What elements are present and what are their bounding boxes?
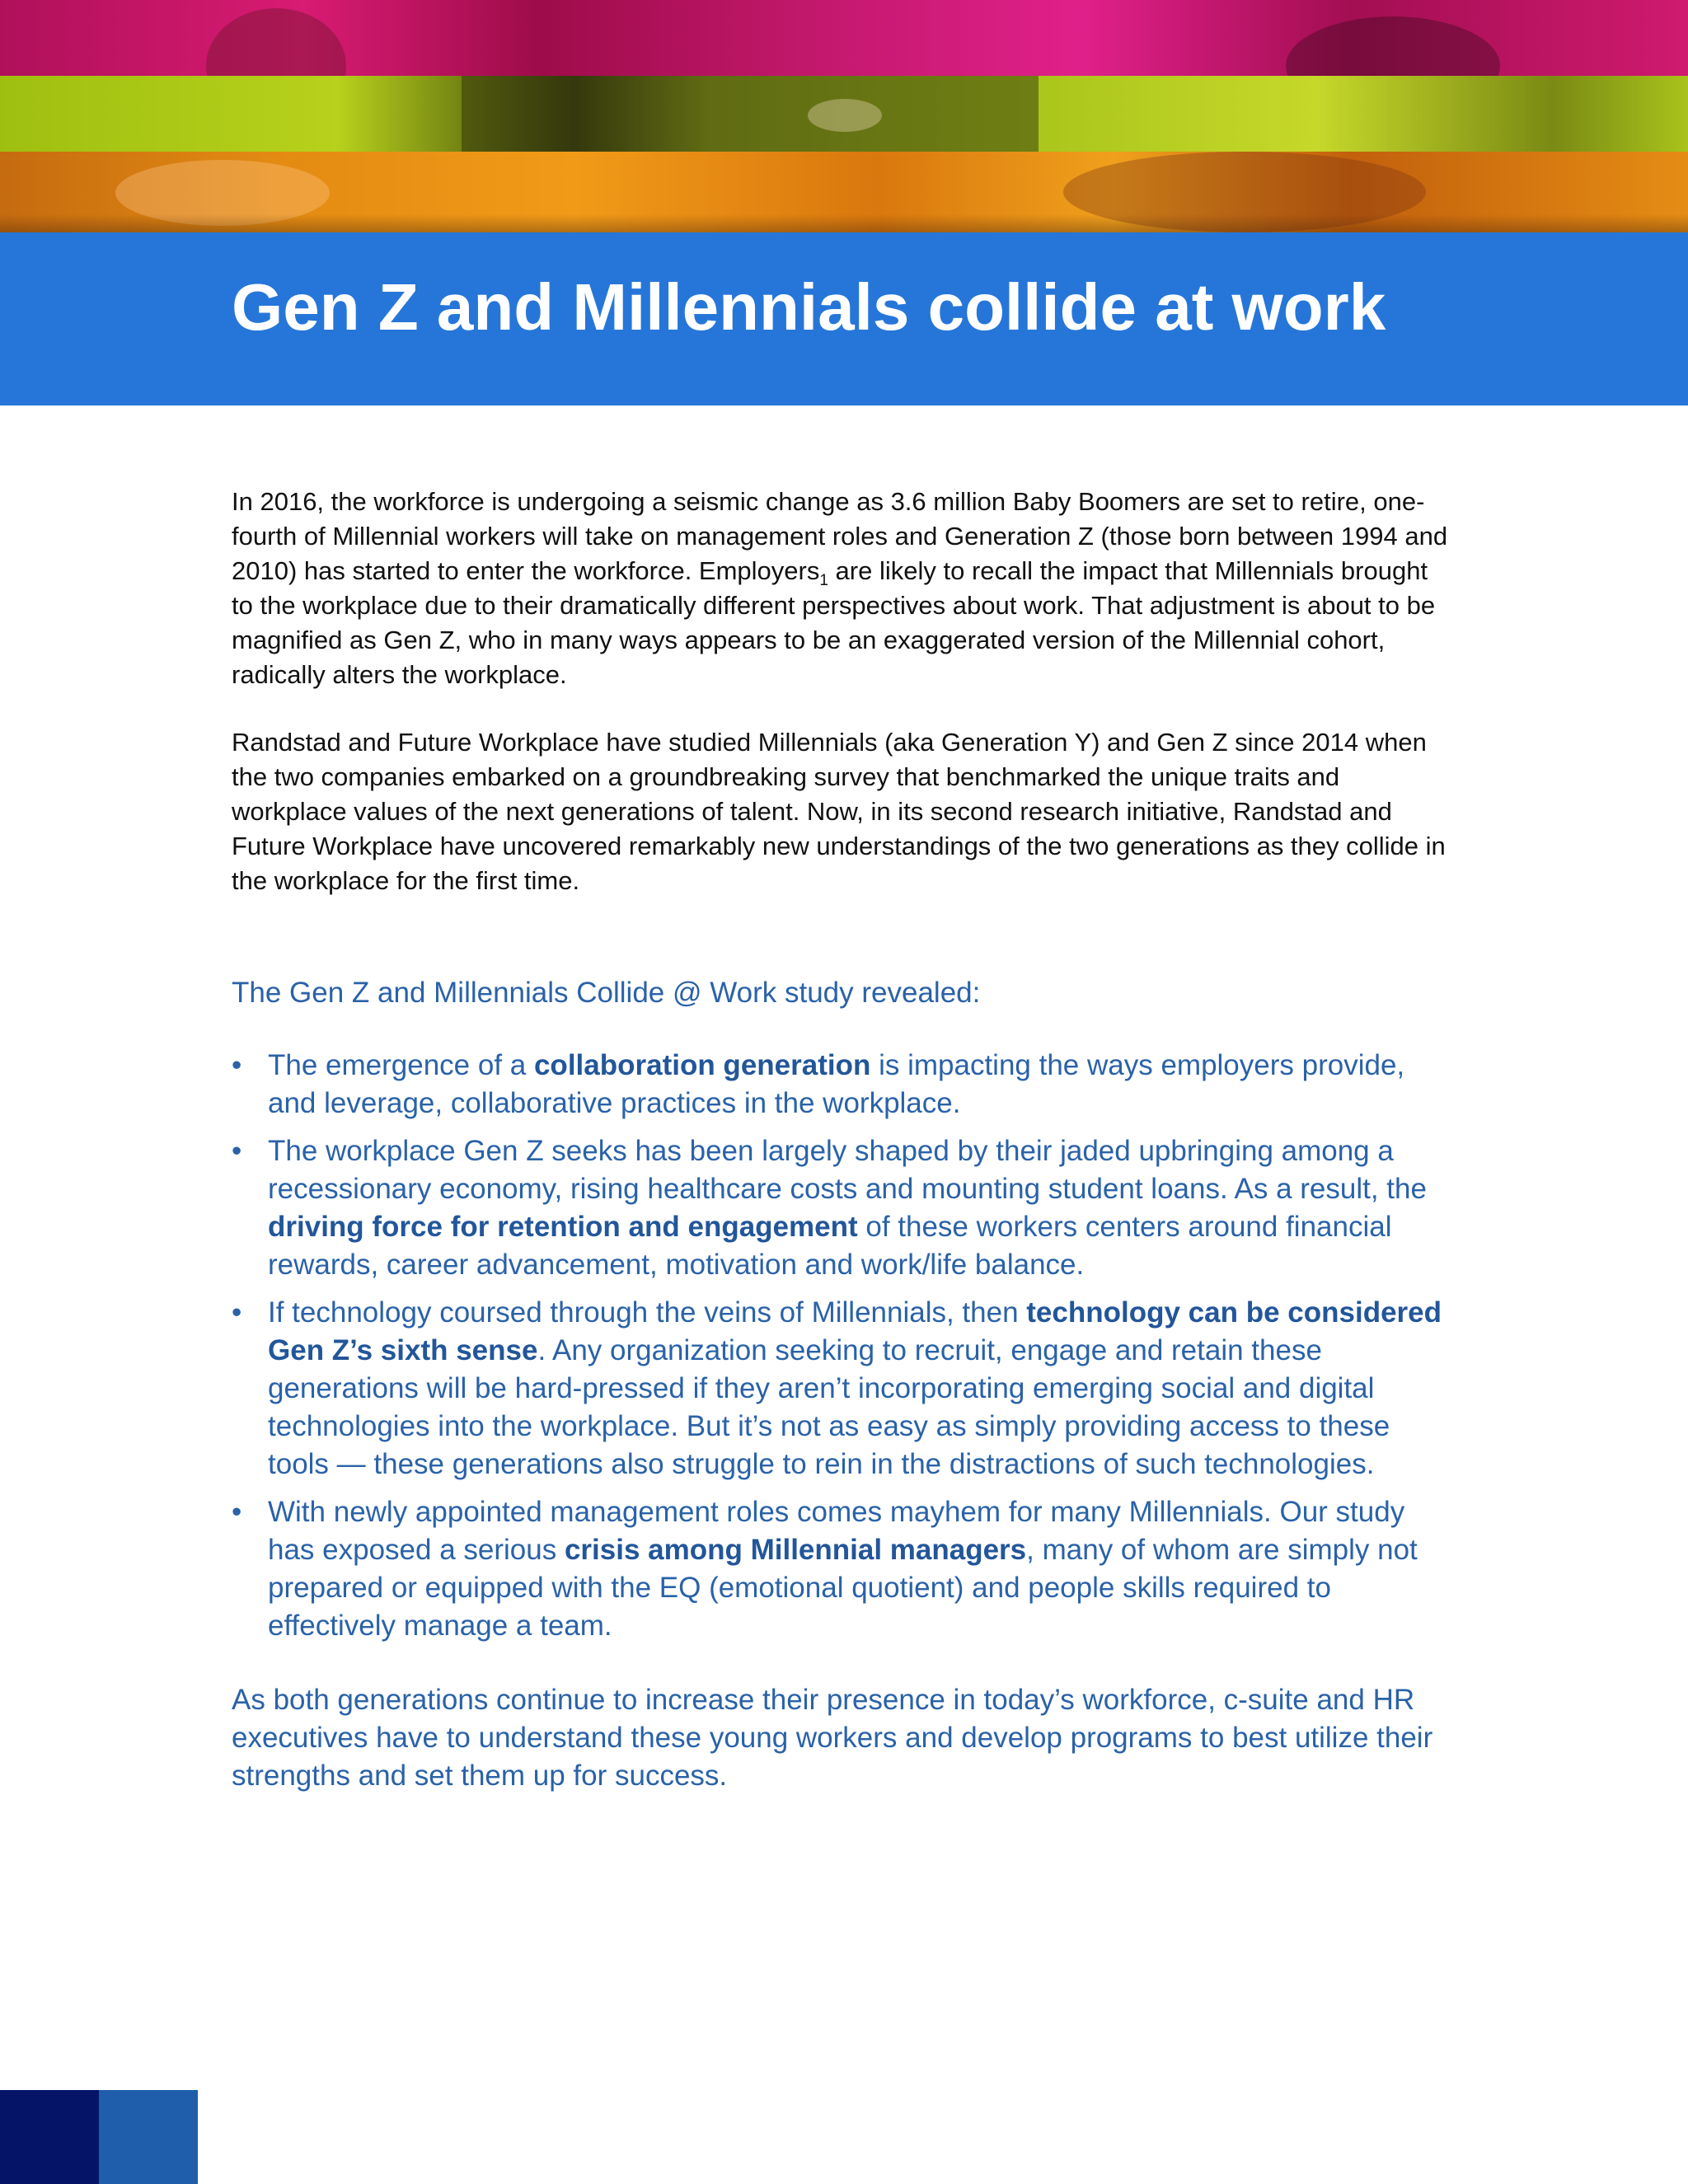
list-item [232, 1493, 1451, 1645]
bullet-text: is impacting the ways employers provide, and leverage, collaborative practices in the workplace. [268, 1049, 1405, 1119]
bullet-bold-text: technology can be considered Gen Z’s sixth sense [268, 1296, 1442, 1366]
list-item [232, 1132, 1451, 1284]
bullet-text: The emergence of a [268, 1049, 534, 1081]
findings-list [232, 1047, 1451, 1645]
bullet-bold-text: crisis among Millennial managers [564, 1534, 1027, 1566]
closing-paragraph: As both generations continue to increase their presence in today’s workforce, c-suite and HR executives have to understand these young workers and develop programs to best utilize their strengths and set them up for success. [232, 1684, 1433, 1792]
bullet-text: . Any organization seeking to recruit, engage and retain these generations will be hard-pressed if they aren’t incorporating emerging social and digital technologies into the workplace. But it’s not as easy as simply providing access to these tools — these generations also struggle to rein in the distractions of such technologies. [268, 1334, 1390, 1480]
photo-strip-magenta [0, 0, 1688, 76]
findings-heading: The Gen Z and Millennials Collide @ Work study revealed: [232, 977, 981, 1009]
intro-text-start: In 2016, the workforce is undergoing a seismic change as 3.6 million Baby Boomers are set to retire, one-fourth of Millennial workers will take on management roles and Generation Z (those born between 1994 and 2010) has started to enter the workforce. Employers [232, 487, 1448, 585]
footer-square-dark [0, 2090, 99, 2184]
intro-text-end: are likely to recall the impact that Millennials brought to the workplace due to their dramatically different perspectives about work. That adjustment is about to be magnified as Gen Z, who in many ways appears to be an exaggerated version of the Millennial cohort, radically alters the workplace. [232, 556, 1436, 689]
findings-heading-block [232, 974, 1451, 1012]
bullet-text: If technology coursed through the veins of Millennials, then [268, 1296, 1027, 1329]
bullet-dot: • [232, 1135, 242, 1167]
bullet-bold-text: driving force for retention and engagement [268, 1211, 858, 1243]
bullet-text: With newly appointed management roles comes mayhem for many Millennials. Our study has exposed a serious [268, 1496, 1405, 1566]
bullet-bold-text: collaboration generation [533, 1049, 871, 1081]
footer-square-blue [99, 2090, 198, 2184]
photo-strip-orange [0, 152, 1688, 232]
page-title: Gen Z and Millennials collide at work [232, 270, 1386, 344]
header-photo-banner [0, 0, 1688, 232]
findings-list-block [232, 1047, 1451, 1655]
photo-strip-green [0, 76, 1688, 152]
intro-paragraph-2 [232, 725, 1451, 898]
intro-paragraph-1 [232, 485, 1451, 692]
bullet-dot: • [232, 1296, 242, 1329]
bullet-dot: • [232, 1049, 242, 1081]
bullet-text: of these workers centers around financial rewards, career advancement, motivation and work/life balance. [268, 1211, 1392, 1281]
list-item [232, 1294, 1451, 1483]
list-item [232, 1047, 1451, 1122]
bullet-text: The workplace Gen Z seeks has been largely shaped by their jaded upbringing among a recessionary economy, rising healthcare costs and mounting student loans. As a result, the [268, 1135, 1427, 1205]
footnote-marker: 1 [819, 572, 828, 590]
bullet-dot: • [232, 1496, 242, 1528]
intro-text-2: Randstad and Future Workplace have studied Millennials (aka Generation Y) and Gen Z since 2014 when the two companies embarked on a groundbreaking survey that benchmarked the unique traits and workplace values of the next generations of talent. Now, in its second research initiative, Randstad and Future Workplace have uncovered remarkably new understandings of the two generations as they collide in the workplace for the first time. [232, 728, 1446, 895]
bullet-text: , many of whom are simply not prepared or equipped with the EQ (emotional quotient) and people skills required to effectively manage a team. [268, 1534, 1418, 1642]
closing-block [232, 1681, 1451, 1795]
